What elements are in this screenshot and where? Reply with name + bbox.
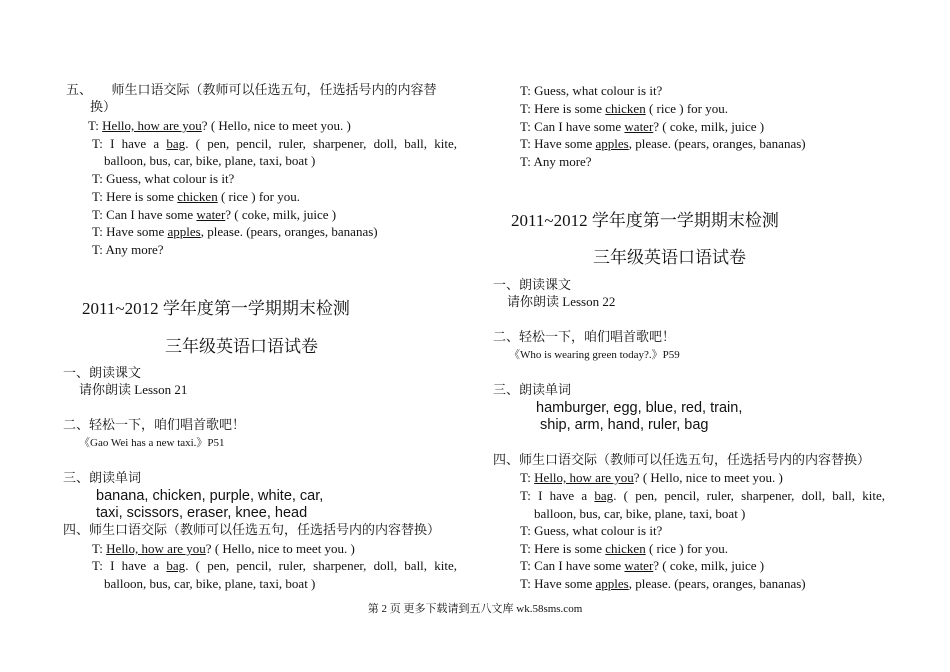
exam-dialogue-line-2-cont: balloon, bus, car, bike, plane, taxi, boat ) xyxy=(104,576,316,591)
line-suffix: , please. (pears, oranges, bananas) xyxy=(628,136,806,151)
line-suffix: ? ( Hello, nice to meet you. ) xyxy=(201,118,351,133)
underlined-word: bag xyxy=(594,488,614,503)
underlined-word: chicken xyxy=(605,541,646,556)
section-two-text: 《Who is wearing green today?.》P59 xyxy=(509,349,680,361)
underlined-word: chicken xyxy=(605,101,646,116)
section-two-heading: 二、轻松一下，咱们唱首歌吧！ xyxy=(493,329,676,344)
section-one-heading: 一、朗读课文 xyxy=(493,277,572,292)
line-prefix: T: xyxy=(520,470,535,485)
dialogue-line-7: T: Any more? xyxy=(92,242,164,257)
dialogue-line-7: T: Any more? xyxy=(520,154,592,169)
underlined-word: bag xyxy=(166,136,186,151)
dialogue-line-6 xyxy=(520,135,806,152)
section-five-heading: 五、 师生口语交际（教师可以任选五句，任选括号内的内容替 xyxy=(66,82,437,97)
line-prefix: T: Have some xyxy=(520,136,596,151)
line-suffix: ? ( coke, milk, juice ) xyxy=(225,207,337,222)
word-list-line-2: taxi, scissors, eraser, knee, head xyxy=(96,505,308,521)
exam-dialogue-line-2 xyxy=(520,487,885,504)
underlined-phrase: Hello, how are you xyxy=(102,118,202,133)
exam-subtitle: 三年级英语口语试卷 xyxy=(593,248,746,267)
section-three-heading: 三、朗读单词 xyxy=(63,470,142,485)
line-suffix: . ( pen, pencil, ruler, sharpener, doll, ball, kite, xyxy=(613,488,885,503)
underlined-word: chicken xyxy=(177,189,218,204)
dialogue-line-6 xyxy=(92,223,378,240)
word-list-line-2: ship, arm, hand, ruler, bag xyxy=(540,417,709,433)
line-prefix: T: xyxy=(88,118,103,133)
word-list-line-1: banana, chicken, purple, white, car, xyxy=(96,488,324,504)
exam-title: 2011~2012 学年度第一学期期末检测 xyxy=(511,211,779,230)
line-suffix: ( rice ) for you. xyxy=(645,541,729,556)
line-suffix: . ( pen, pencil, ruler, sharpener, doll, ball, kite, xyxy=(185,558,457,573)
dialogue-line-2-cont: balloon, bus, car, bike, plane, taxi, boat ) xyxy=(104,153,316,168)
line-prefix: T: Can I have some xyxy=(520,558,625,573)
exam-subtitle: 三年级英语口语试卷 xyxy=(165,337,318,356)
line-suffix: . ( pen, pencil, ruler, sharpener, doll, ball, kite, xyxy=(185,136,457,151)
line-prefix: T: Have some xyxy=(520,576,596,591)
dialogue-line-2 xyxy=(92,135,457,152)
exam-dialogue-line-5 xyxy=(520,557,764,574)
line-prefix: T: Have some xyxy=(92,224,168,239)
exam-dialogue-line-4 xyxy=(520,540,728,557)
section-two-heading: 二、轻松一下，咱们唱首歌吧！ xyxy=(63,417,246,432)
exam-dialogue-line-1 xyxy=(92,540,355,557)
underlined-word: water xyxy=(624,558,654,573)
line-suffix: ? ( Hello, nice to meet you. ) xyxy=(633,470,783,485)
line-prefix: T: I have a xyxy=(92,136,167,151)
dialogue-line-5 xyxy=(520,118,764,135)
dialogue-line-3: T: Guess, what colour is it? xyxy=(92,171,235,186)
line-prefix: T: Here is some xyxy=(520,101,606,116)
underlined-word: water xyxy=(624,119,654,134)
line-prefix: T: I have a xyxy=(520,488,595,503)
line-prefix: T: I have a xyxy=(92,558,167,573)
line-suffix: ? ( coke, milk, juice ) xyxy=(653,119,765,134)
line-prefix: T: xyxy=(92,541,107,556)
section-three-heading: 三、朗读单词 xyxy=(493,382,572,397)
exam-dialogue-line-2-cont: balloon, bus, car, bike, plane, taxi, boat ) xyxy=(534,506,746,521)
dialogue-line-5 xyxy=(92,206,336,223)
underlined-word: water xyxy=(196,207,226,222)
section-one-text: 请你朗读 Lesson 21 xyxy=(79,382,188,397)
word-list-line-1: hamburger, egg, blue, red, train, xyxy=(536,400,743,416)
line-suffix: ? ( Hello, nice to meet you. ) xyxy=(205,541,355,556)
dialogue-line-4 xyxy=(520,100,728,117)
exam-dialogue-line-1 xyxy=(520,469,783,486)
line-suffix: ( rice ) for you. xyxy=(645,101,729,116)
underlined-word: apples xyxy=(595,576,629,591)
line-suffix: , please. (pears, oranges, bananas) xyxy=(200,224,378,239)
dialogue-line-4 xyxy=(92,188,300,205)
line-suffix: , please. (pears, oranges, bananas) xyxy=(628,576,806,591)
exam-dialogue-line-6 xyxy=(520,575,806,592)
underlined-word: bag xyxy=(166,558,186,573)
section-two-text: 《Gao Wei has a new taxi.》P51 xyxy=(79,437,225,449)
line-suffix: ( rice ) for you. xyxy=(217,189,301,204)
section-one-heading: 一、朗读课文 xyxy=(63,365,142,380)
underlined-phrase: Hello, how are you xyxy=(534,470,634,485)
line-prefix: T: Can I have some xyxy=(92,207,197,222)
underlined-word: apples xyxy=(167,224,201,239)
line-prefix: T: Can I have some xyxy=(520,119,625,134)
section-four-heading: 四、师生口语交际（教师可以任选五句，任选括号内的内容替换） xyxy=(493,452,871,467)
dialogue-line-1 xyxy=(88,117,351,134)
underlined-phrase: Hello, how are you xyxy=(106,541,206,556)
dialogue-line-3: T: Guess, what colour is it? xyxy=(520,83,663,98)
section-four-heading: 四、师生口语交际（教师可以任选五句，任选括号内的内容替换） xyxy=(63,522,441,537)
exam-title: 2011~2012 学年度第一学期期末检测 xyxy=(82,299,350,318)
section-one-text: 请你朗读 Lesson 22 xyxy=(507,294,616,309)
exam-dialogue-line-3: T: Guess, what colour is it? xyxy=(520,523,663,538)
page-footer: 第 2 页 更多下载请到五八文库 wk.58sms.com xyxy=(367,603,583,615)
line-prefix: T: Here is some xyxy=(92,189,178,204)
underlined-word: apples xyxy=(595,136,629,151)
section-five-heading-cont: 换） xyxy=(90,99,117,114)
exam-dialogue-line-2 xyxy=(92,557,457,574)
line-prefix: T: Here is some xyxy=(520,541,606,556)
line-suffix: ? ( coke, milk, juice ) xyxy=(653,558,765,573)
